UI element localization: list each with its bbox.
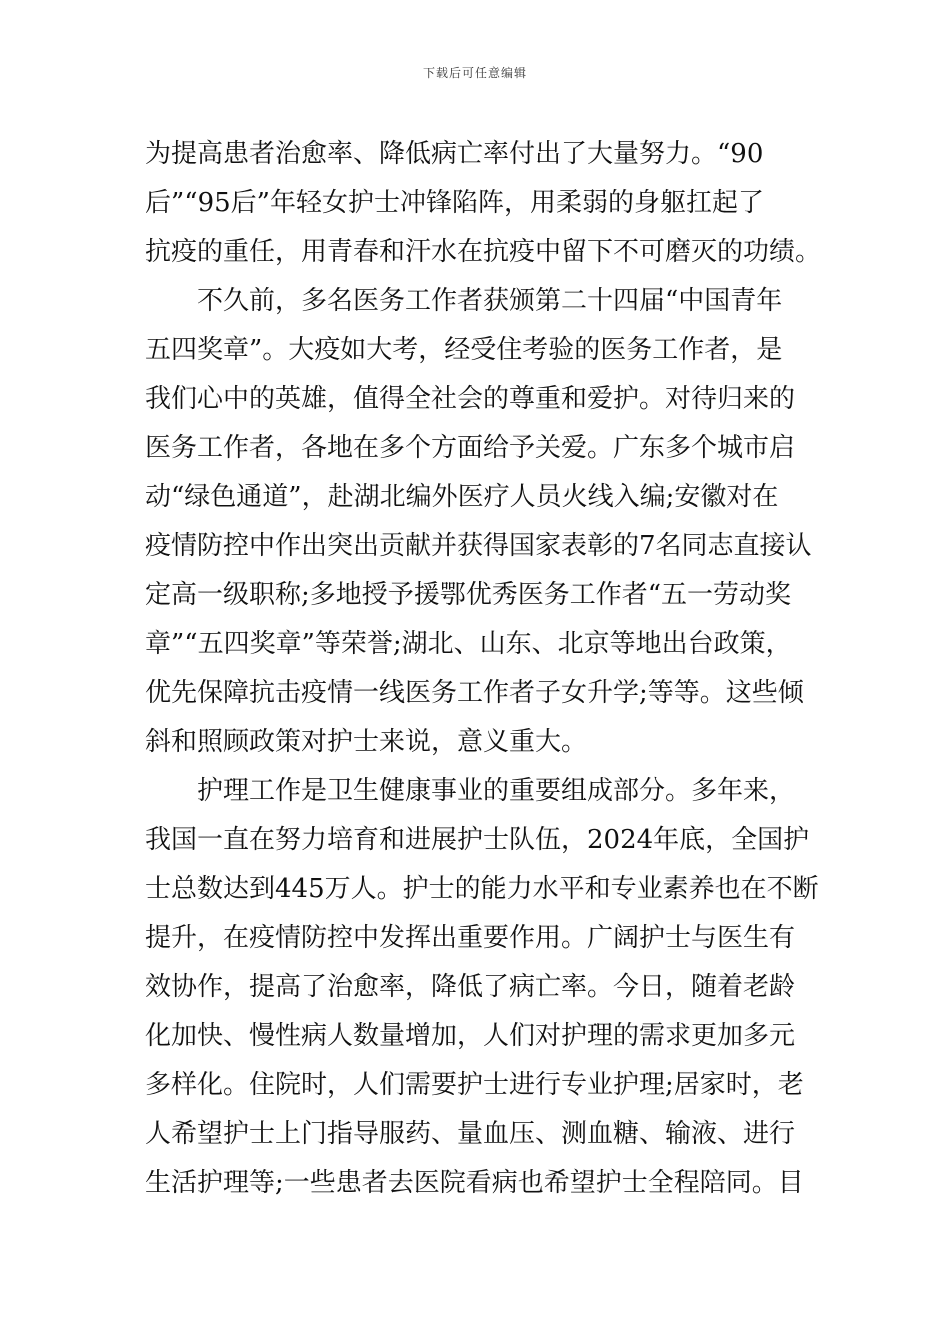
text-line: 章”“五四奖章”等荣誉;湖北、山东、北京等地出台政策， xyxy=(145,629,792,659)
text-line: 多样化。住院时，人们需要护士进行专业护理;居家时，老 xyxy=(145,1070,804,1100)
page-header: 下载后可任意编辑 xyxy=(422,66,527,80)
text-line: 提升，在疫情防控中发挥出重要作用。广阔护士与医生有 xyxy=(145,923,796,953)
text-line: 不久前，多名医务工作者获颁第二十四届“中国青年 xyxy=(197,286,783,316)
text-line: 护理工作是卫生健康事业的重要组成部分。多年来， xyxy=(197,776,796,806)
text-line: 效协作，提高了治愈率，降低了病亡率。今日，随着老龄 xyxy=(145,972,796,1002)
text-line: 我们心中的英雄，值得全社会的尊重和爱护。对待归来的 xyxy=(145,384,796,414)
text-line: 为提高患者治愈率、降低病亡率付出了大量努力。“90 xyxy=(145,139,764,169)
text-line: 生活护理等;一些患者去医院看病也希望护士全程陪同。目 xyxy=(145,1168,804,1198)
text-line: 斜和照顾政策对护士来说，意义重大。 xyxy=(145,727,588,757)
text-line: 优先保障抗击疫情一线医务工作者子女升学;等等。这些倾 xyxy=(145,678,804,708)
text-line: 化加快、慢性病人数量增加，人们对护理的需求更加多元 xyxy=(145,1021,796,1051)
document-body xyxy=(145,130,822,1208)
text-line: 五四奖章”。大疫如大考，经受住考验的医务工作者，是 xyxy=(145,335,783,365)
text-line: 后”“95后”年轻女护士冲锋陷阵，用柔弱的身躯扛起了 xyxy=(145,188,764,218)
text-line: 我国一直在努力培育和进展护士队伍，2024年底，全国护 xyxy=(145,825,810,855)
text-line: 定高一级职称;多地授予援鄂优秀医务工作者“五一劳动奖 xyxy=(145,580,792,610)
text-line: 医务工作者，各地在多个方面给予关爱。广东多个城市启 xyxy=(145,433,796,463)
text-line: 疫情防控中作出突出贡献并获得国家表彰的7名同志直接认 xyxy=(145,531,812,561)
text-line: 抗疫的重任，用青春和汗水在抗疫中留下不可磨灭的功绩。 xyxy=(145,237,822,267)
text-line: 士总数达到445万人。护士的能力水平和专业素养也在不断 xyxy=(145,874,819,904)
text-line: 动“绿色通道”，赴湖北编外医疗人员火线入编;安徽对在 xyxy=(145,482,779,512)
text-line: 人希望护士上门指导服药、量血压、测血糖、输液、进行 xyxy=(145,1119,796,1149)
